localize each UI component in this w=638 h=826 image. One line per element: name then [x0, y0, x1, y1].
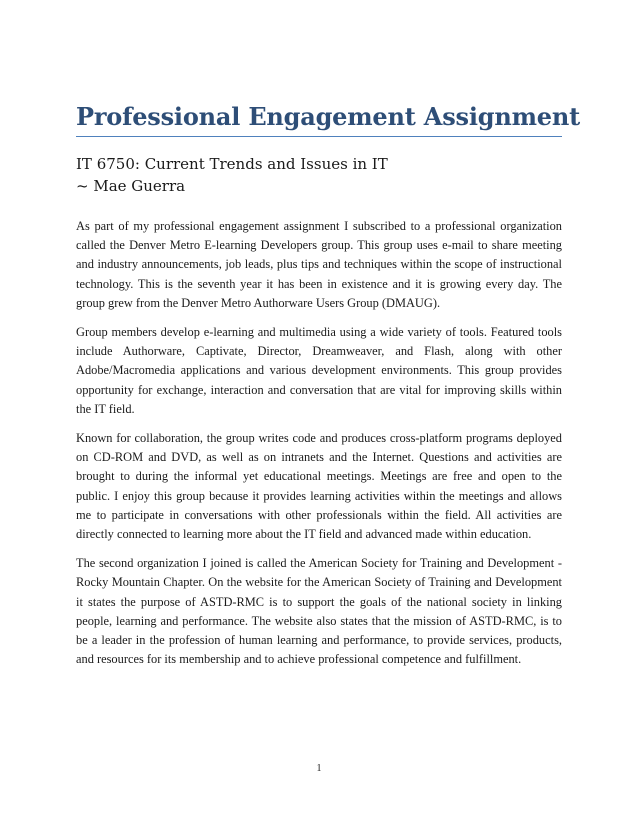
- paragraph-2: Group members develop e-learning and multimedia using a wide variety of tools. Featured tools include Authorware, Captivate, Director, Dreamweaver, and Flash, along with other Adobe/Macromedia applications and various development environments. This group provides opportunity for exchange, interaction and conversation that are vital for improving skills within the IT field.: [76, 325, 562, 416]
- body-text: [76, 217, 562, 669]
- subtitle-block: [76, 153, 562, 197]
- paragraph-1: As part of my professional engagement assignment I subscribed to a professional organization called the Denver Metro E-learning Developers group. This group uses e-mail to share meeting and industry announcements, job leads, plus tips and techniques within the scope of instructional technology. This is the seventh year it has been in existence and it is growing every day. The group grew from the Denver Metro Authorware Users Group (DMAUG).: [76, 219, 562, 310]
- document-title: Professional Engagement Assignment: [76, 100, 562, 137]
- paragraph-3: Known for collaboration, the group writes code and produces cross-platform programs deployed on CD-ROM and DVD, as well as on intranets and the Internet. Questions and activities are brought to during the informal yet educational meetings. Meetings are free and open to the public. I enjoy this group because it provides learning activities within the meetings and allows me to participate in conversations with other professionals within the field. All activities are directly connected to learning more about the IT field and advanced made within education.: [76, 431, 562, 542]
- page-content: [76, 100, 580, 679]
- page-number: 1: [316, 763, 322, 774]
- course-line: IT 6750: Current Trends and Issues in IT: [76, 155, 388, 173]
- author-line: ~ Mae Guerra: [76, 177, 186, 195]
- paragraph-4: The second organization I joined is called the American Society for Training and Development - Rocky Mountain Chapter. On the website for the American Society of Training and Development it states the purpose of ASTD-RMC is to support the goals of the national society in linking people, learning and performance. The website also states that the mission of ASTD-RMC, is to be a leader in the profession of human learning and performance, to provide services, products, and resources for its membership and to achieve professional competence and fulfillment.: [76, 556, 562, 667]
